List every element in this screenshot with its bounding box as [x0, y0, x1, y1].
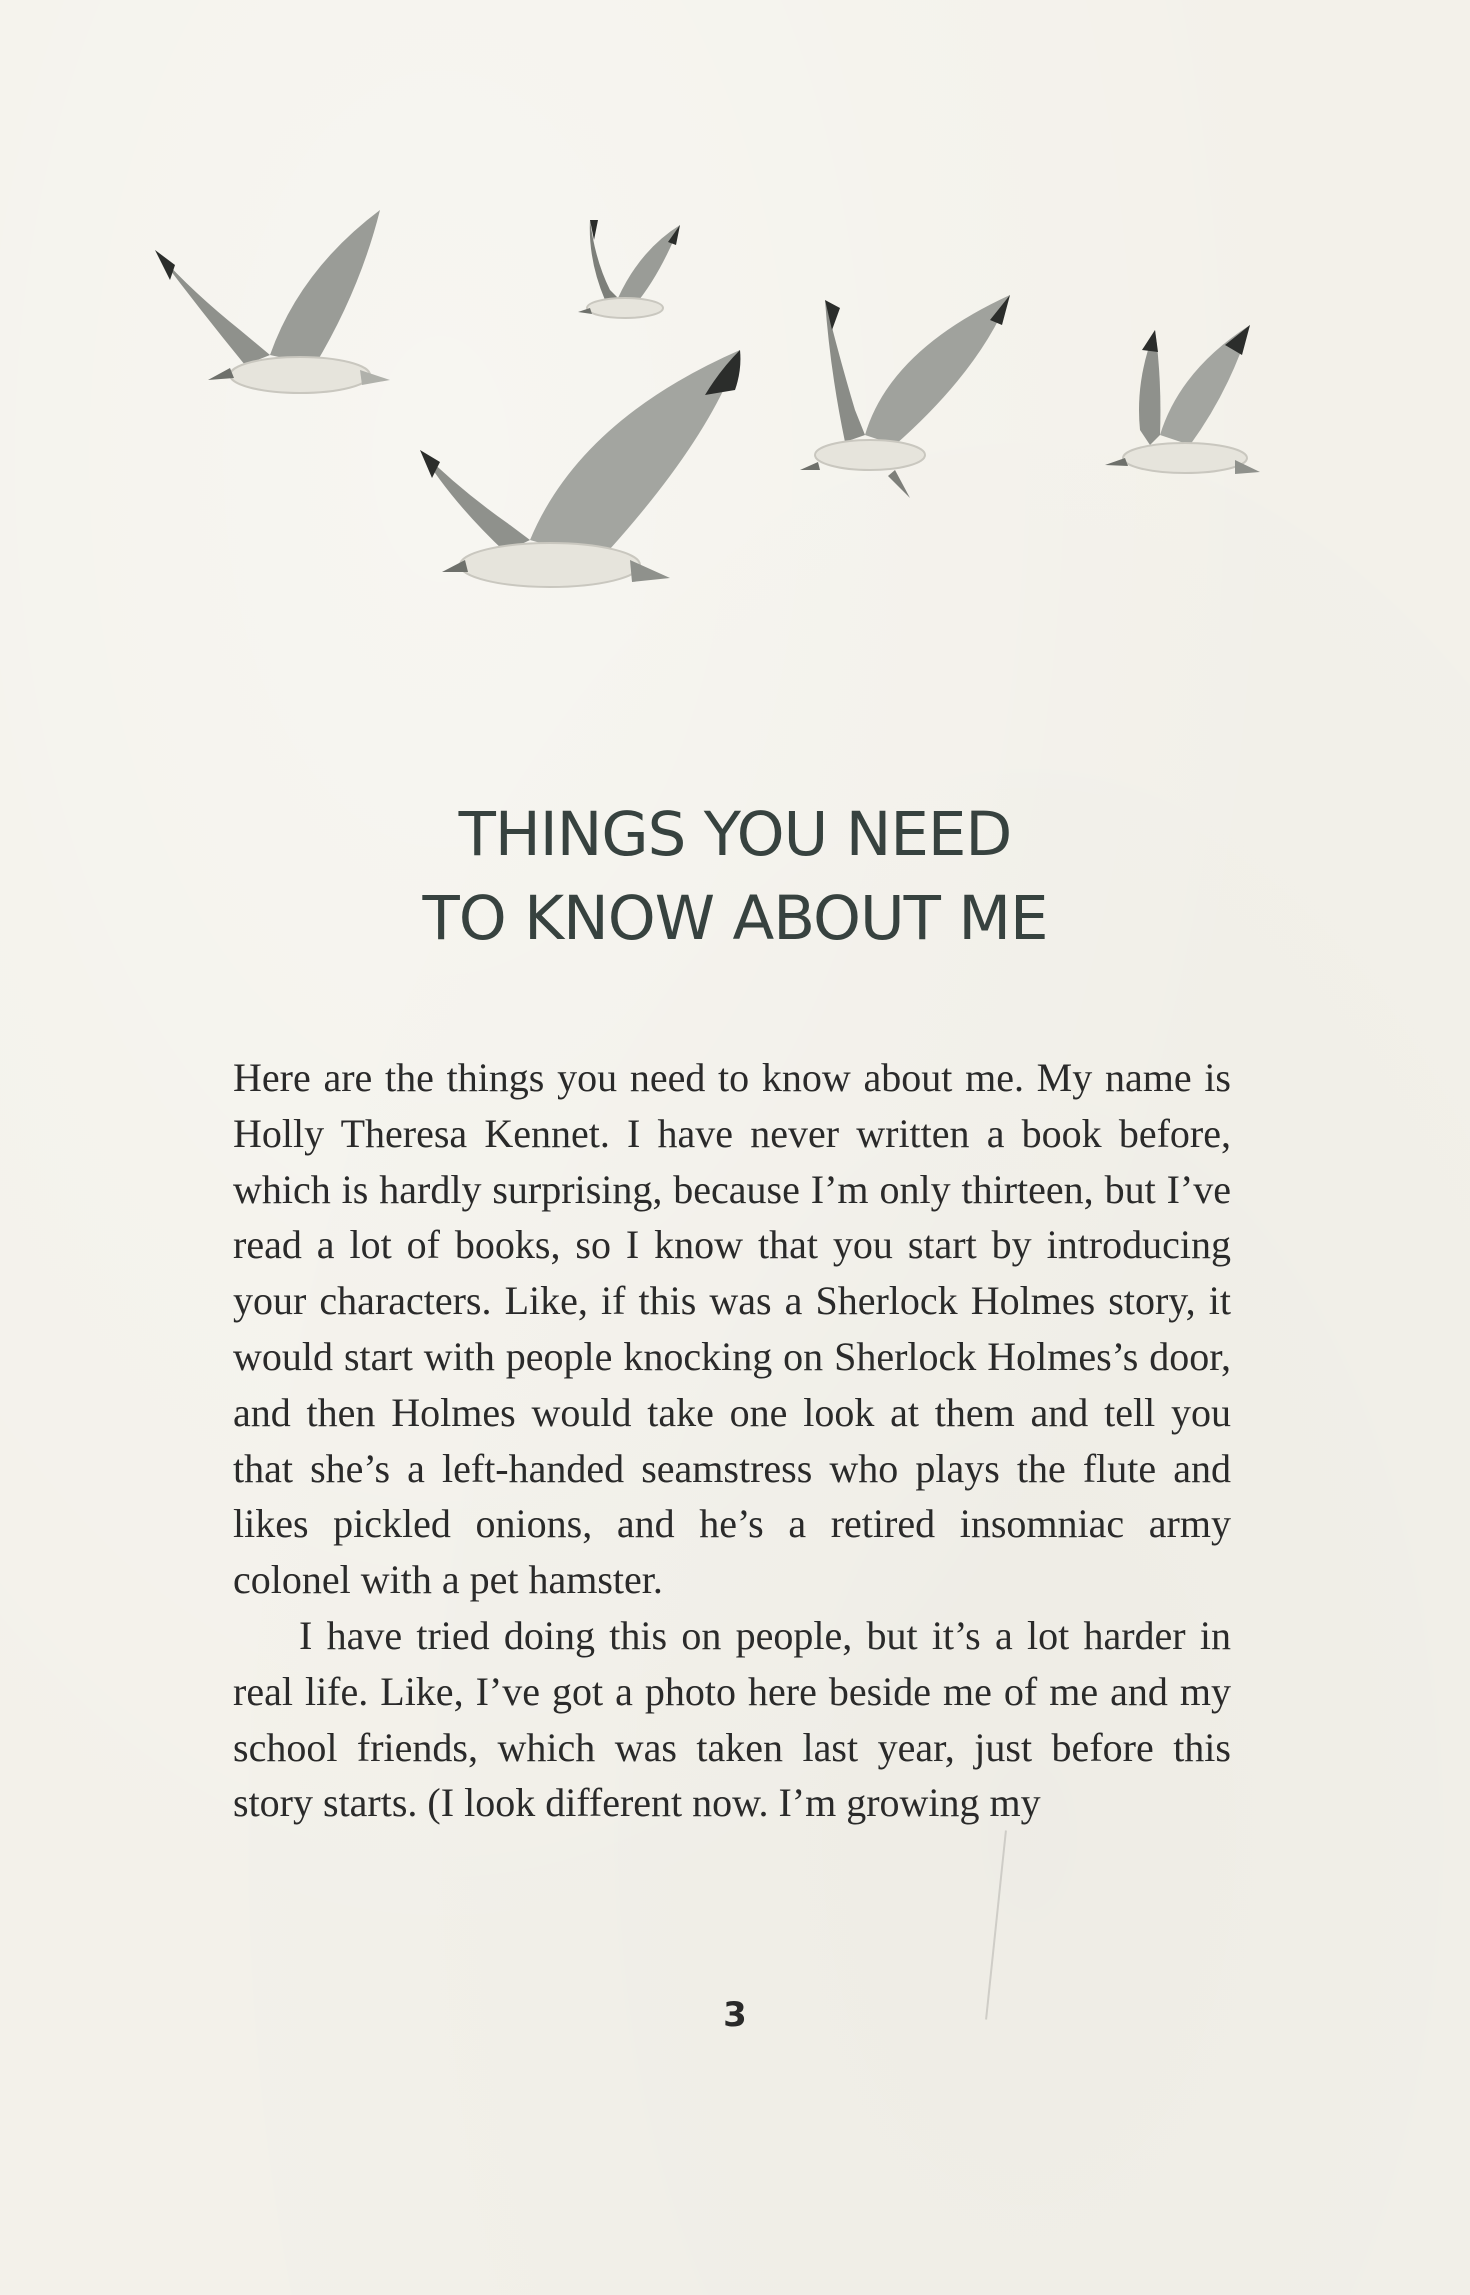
paragraph-2: I have tried doing this on people, but it’s a lot harder in real life. Like, I’ve got a photo here beside me of me and my school friends, which was taken last year, just before this story starts. (I look different now. I’m growing my	[233, 1612, 1231, 1826]
seagull-2	[578, 220, 680, 318]
chapter-title-line-1: THINGS YOU NEED	[458, 799, 1012, 870]
page-number: 3	[723, 1995, 747, 2035]
chapter-title-line-2: TO KNOW ABOUT ME	[422, 883, 1048, 954]
seagull-1	[155, 210, 390, 393]
paper-scratch	[985, 1830, 1007, 2019]
seagull-5	[1105, 325, 1260, 474]
seagull-3	[420, 350, 740, 587]
seagull-4	[800, 295, 1010, 498]
chapter-body	[233, 1050, 1231, 1831]
paragraph-1: Here are the things you need to know about me. My name is Holly Theresa Kennet. I have never written a book before, which is hardly surprising, because I’m only thirteen, but I’ve read a lot of books, so I know that you start by introducing your characters. Like, if this was a Sherlock Holmes story, it would start with people knocking on Sherlock Holmes’s door, and then Holmes would take one look at them and tell you that she’s a left-handed seamstress who plays the flute and likes pickled onions, and he’s a retired insomniac army colonel with a pet hamster.	[233, 1055, 1231, 1603]
seagulls-illustration	[150, 180, 1280, 650]
